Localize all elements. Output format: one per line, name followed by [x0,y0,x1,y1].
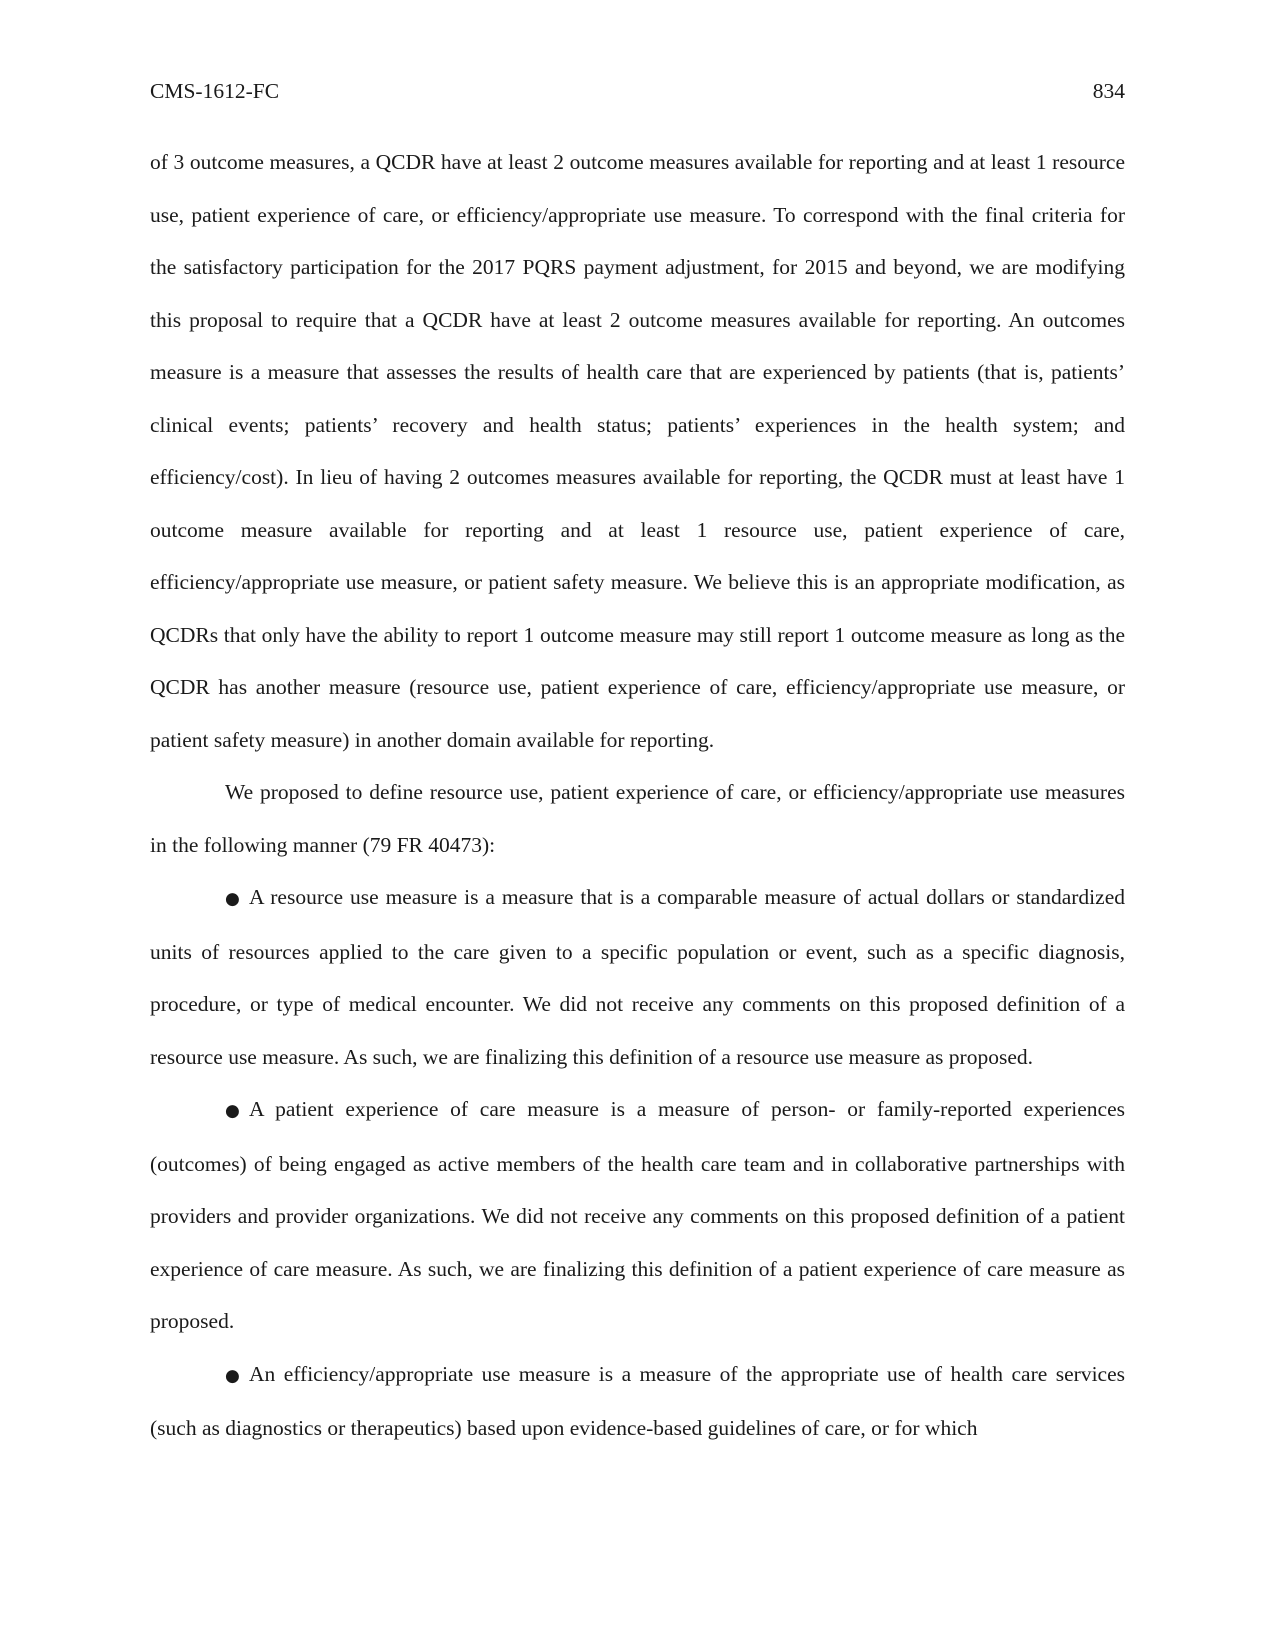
page-number: 834 [1092,79,1125,103]
document-body [150,136,1125,1455]
bullet-text: A patient experience of care measure is a measure of person- or family-reported experiences (outcomes) of being engaged as active members of the health care team and in collaborative partnerships with providers and provider organizations. We did not receive any comments on this proposed definition of a patient experience of care measure. As such, we are finalizing this definition of a patient experience of care measure as proposed. [150,1097,1125,1333]
bullet-text: A resource use measure is a measure that is a comparable measure of actual dollars or standardized units of resources applied to the care given to a specific population or event, such as a specific diagnosis, procedure, or type of medical encounter. We did not receive any comments on this proposed definition of a resource use measure. As such, we are finalizing this definition of a resource use measure as proposed. [150,885,1125,1069]
paragraph-proposed-definitions: We proposed to define resource use, patient experience of care, or efficiency/appropriate use measures in the following manner (79 FR 40473): [150,780,1125,857]
bullet-icon: ● [225,1365,240,1386]
bullet-text: An efficiency/appropriate use measure is a measure of the appropriate use of health care services (such as diagnostics or therapeutics) based upon evidence-based guidelines of care, or for which [150,1361,1125,1440]
bullet-item-patient-experience [150,1083,1125,1348]
bullet-item-resource-use [150,871,1125,1083]
bullet-item-efficiency-appropriate-use [150,1348,1125,1455]
document-id: CMS-1612-FC [150,79,280,103]
paragraph-qcdr-outcome-measures: of 3 outcome measures, a QCDR have at least 2 outcome measures available for reporting and at least 1 resource use, patient experience of care, or efficiency/appropriate use measure. To correspond with the final criteria for the satisfactory participation for the 2017 PQRS payment adjustment, for 2015 and beyond, we are modifying this proposal to require that a QCDR have at least 2 outcome measures available for reporting. An outcomes measure is a measure that assesses the results of health care that are experienced by patients (that is, patients’ clinical events; patients’ recovery and health status; patients’ experiences in the health system; and efficiency/cost). In lieu of having 2 outcomes measures available for reporting, the QCDR must at least have 1 outcome measure available for reporting and at least 1 resource use, patient experience of care, efficiency/appropriate use measure, or patient safety measure. We believe this is an appropriate modification, as QCDRs that only have the ability to report 1 outcome measure may still report 1 outcome measure as long as the QCDR has another measure (resource use, patient experience of care, efficiency/appropriate use measure, or patient safety measure) in another domain available for reporting. [150,150,1125,752]
page-header [150,74,1125,108]
bullet-icon: ● [225,889,240,909]
bullet-icon: ● [225,1101,240,1121]
